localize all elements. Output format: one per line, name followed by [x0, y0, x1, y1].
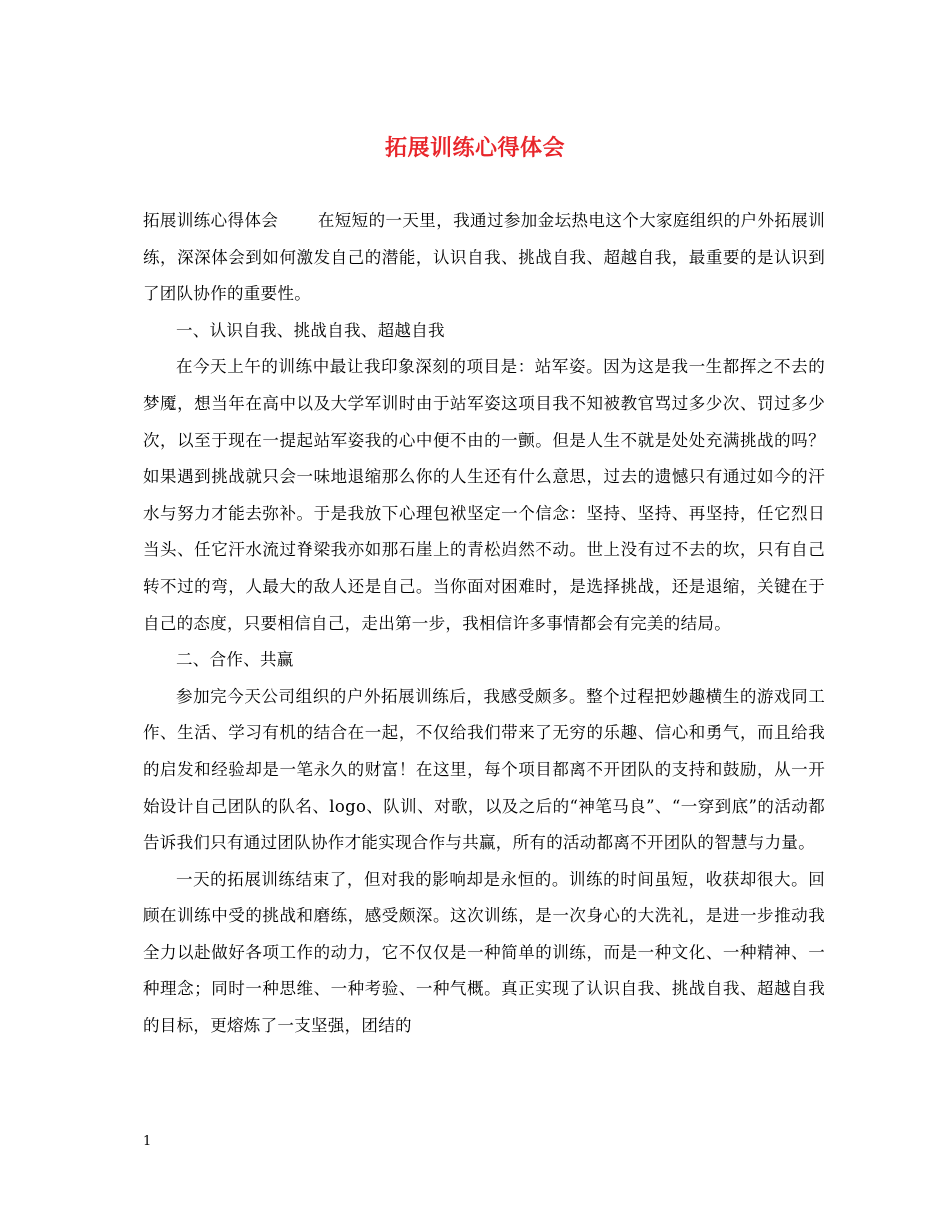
document-body: [143, 203, 825, 1045]
section2-heading: 二、合作、共赢: [176, 650, 294, 670]
lead-text: 在短短的一天里，我通过参加金坛热电这个大家庭组织的户外拓展训练，深深体会到如何激发自己的潜能，认识自我、挑战自我、超越自我，最重要的是认识到了团队协作的重要性。: [143, 211, 825, 304]
lead-paragraph: [143, 203, 825, 313]
section2-paragraph: 参加完今天公司组织的户外拓展训练后，我感受颇多。整个过程把妙趣横生的游戏同工作、生活、学习有机的结合在一起，不仅给我们带来了无穷的乐趣、信心和勇气，而且给我的启发和经验却是一笔永久的财富！在这里，每个项目都离不开团队的支持和鼓励，从一开始设计自己团队的队名、logo、队训、对歌，以及之后的“神笔马良”、“一穿到底”的活动都告诉我们只有通过团队协作才能实现合作与共赢，所有的活动都离不开团队的智慧与力量。: [143, 686, 825, 853]
section1-paragraph: 在今天上午的训练中最让我印象深刻的项目是：站军姿。因为这是我一生都挥之不去的梦魇，想当年在高中以及大学军训时由于站军姿这项目我不知被教官骂过多少次、罚过多少次，以至于现在一提起站军姿我的心中便不由的一颤。但是人生不就是处处充满挑战的吗？如果遇到挑战就只会一味地退缩那么你的人生还有什么意思，过去的遗憾只有通过如今的汗水与努力才能去弥补。于是我放下心理包袱坚定一个信念：坚持、坚持、再坚持，任它烈日当头、任它汗水流过脊梁我亦如那石崖上的青松岿然不动。世上没有过不去的坎，只有自己转不过的弯，人最大的敌人还是自己。当你面对困难时，是选择挑战，还是退缩，关键在于自己的态度，只要相信自己，走出第一步，我相信许多事情都会有完美的结局。: [143, 357, 825, 633]
document-title: 拓展训练心得体会: [384, 135, 565, 161]
section1-heading: 一、认识自我、挑战自我、超越自我: [176, 320, 445, 340]
closing-paragraph: 一天的拓展训练结束了，但对我的影响却是永恒的。训练的时间虽短，收获却很大。回顾在训练中受的挑战和磨练，感受颇深。这次训练，是一次身心的大洗礼，是进一步推动我全力以赴做好各项工作的动力，它不仅仅是一种简单的训练，而是一种文化、一种精神、一种理念；同时一种思维、一种考验、一种气概。真正实现了认识自我、挑战自我、超越自我的目标，更熔炼了一支坚强，团结的: [143, 869, 825, 1036]
lead-title: 拓展训练心得体会: [143, 211, 279, 230]
page-number: 1: [143, 1134, 152, 1149]
